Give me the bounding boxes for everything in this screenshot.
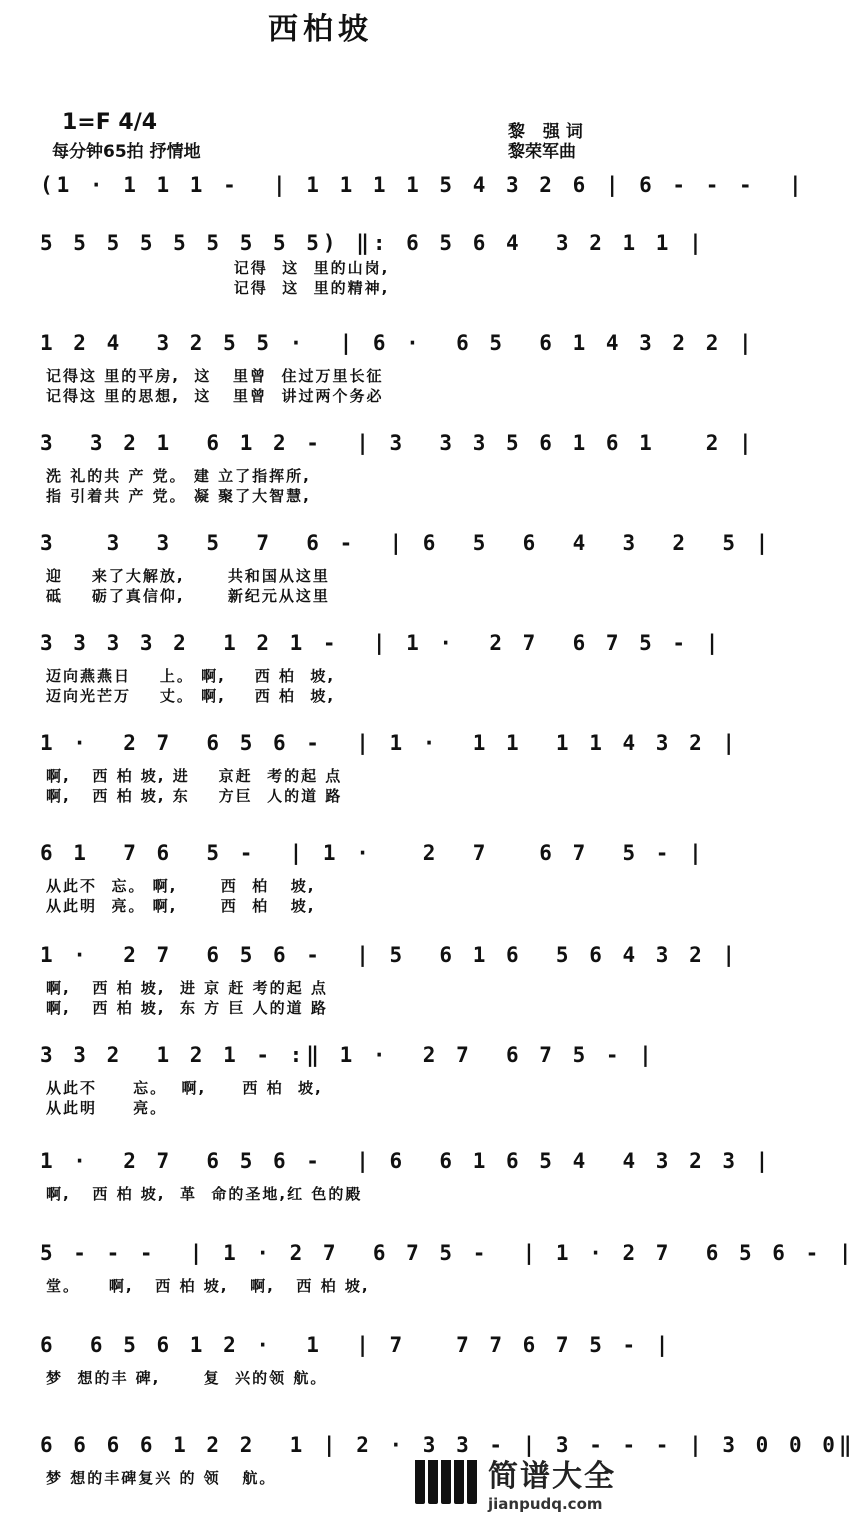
lyrics-verse-2: 记得 这 里的精神, (46, 279, 390, 297)
watermark-text: 简谱大全 (488, 1459, 616, 1494)
lyrics-verse-2: 从此明 亮。 啊, 西 柏 坡, (46, 897, 316, 915)
lyrics-verse-1: 记得 这 里的山岗, (46, 259, 390, 277)
composer-credit: 黎荣军曲 (508, 142, 576, 162)
notation-line: 6 6 5 6 1 2 · 1 | 7 7 7 6 7 5 - | (40, 1333, 673, 1357)
lyrics-verse-1: 从此不 忘。 啊, 西 柏 坡, (46, 877, 316, 895)
lyrics-verse-2: 砥 砺了真信仰, 新纪元从这里 (46, 587, 330, 605)
lyrics-verse-1: 洗 礼的共 产 党。 建 立了指挥所, (46, 467, 311, 485)
notation-line: 5 - - - | 1 · 2 7 6 7 5 - | 1 · 2 7 6 5 6 - | (40, 1241, 856, 1265)
lyrics-verse-2: 指 引着共 产 党。 凝 聚了大智慧, (46, 487, 311, 505)
lyrics-verse-1: 从此不 忘。 啊, 西 柏 坡, (46, 1079, 323, 1097)
notation-line: 3 3 2 1 2 1 - :‖ 1 · 2 7 6 7 5 - | (40, 1043, 656, 1067)
lyrics-verse-1: 啊, 西 柏 坡, 进 京 赶 考的起 点 (46, 979, 328, 997)
tempo-marking: 每分钟65拍 抒情地 (52, 142, 201, 162)
notation-line: 1 · 2 7 6 5 6 - | 5 6 1 6 5 6 4 3 2 | (40, 943, 740, 967)
lyrics-verse-1: 啊, 西 柏 坡, 革 命的圣地,红 色的殿 (46, 1185, 363, 1203)
lyrics-verse-2: 从此明 亮。 (46, 1099, 168, 1117)
notation-line: 3 3 3 3 2 1 2 1 - | 1 · 2 7 6 7 5 - | (40, 631, 723, 655)
notation-line: 1 · 2 7 6 5 6 - | 6 6 1 6 5 4 4 3 2 3 | (40, 1149, 773, 1173)
watermark-url: jianpudq.com (488, 1495, 603, 1513)
notation-line: 5 5 5 5 5 5 5 5 5) ‖: 6 5 6 4 3 2 1 1 | (40, 231, 706, 255)
piano-keys-icon (415, 1460, 480, 1504)
score-title: 西柏坡 (268, 12, 373, 47)
lyrics-verse-2: 记得这 里的思想, 这 里曾 讲过两个务必 (46, 387, 384, 405)
notation-line: 6 1 7 6 5 - | 1 · 2 7 6 7 5 - | (40, 841, 706, 865)
notation-line: 3 3 2 1 6 1 2 - | 3 3 3 5 6 1 6 1 2 | (40, 431, 756, 455)
lyrics-verse-1: 梦 想的丰 碑, 复 兴的领 航。 (46, 1369, 328, 1387)
lyricist-credit: 黎 强词 (508, 122, 589, 142)
lyrics-verse-1: 记得这 里的平房, 这 里曾 住过万里长征 (46, 367, 384, 385)
lyrics-verse-1: 迈向燕燕日 上。 啊, 西 柏 坡, (46, 667, 336, 685)
notation-line: 6 6 6 6 1 2 2 1 | 2 · 3 3 - | 3 - - - | 3 0 0 0‖ (40, 1433, 856, 1457)
lyrics-verse-2: 迈向光芒万 丈。 啊, 西 柏 坡, (46, 687, 336, 705)
lyrics-verse-1: 堂。 啊, 西 柏 坡, 啊, 西 柏 坡, (46, 1277, 370, 1295)
notation-line: 1 2 4 3 2 5 5 · | 6 · 6 5 6 1 4 3 2 2 | (40, 331, 756, 355)
site-watermark (415, 1451, 635, 1513)
notation-line: (1 · 1 1 1 - | 1 1 1 1 5 4 3 2 6 | 6 - - - | (40, 173, 806, 197)
lyrics-verse-2: 啊, 西 柏 坡, 东 方 巨 人的道 路 (46, 999, 328, 1017)
notation-line: 3 3 3 5 7 6 - | 6 5 6 4 3 2 5 | (40, 531, 773, 555)
notation-line: 1 · 2 7 6 5 6 - | 1 · 1 1 1 1 4 3 2 | (40, 731, 740, 755)
key-time-signature: 1=F 4/4 (62, 110, 158, 135)
lyrics-verse-2: 啊, 西 柏 坡, 东 方巨 人的道 路 (46, 787, 343, 805)
lyrics-verse-1: 梦 想的丰碑复兴 的 领 航。 (46, 1469, 277, 1487)
lyrics-verse-1: 啊, 西 柏 坡, 进 京赶 考的起 点 (46, 767, 343, 785)
lyrics-verse-1: 迎 来了大解放, 共和国从这里 (46, 567, 330, 585)
